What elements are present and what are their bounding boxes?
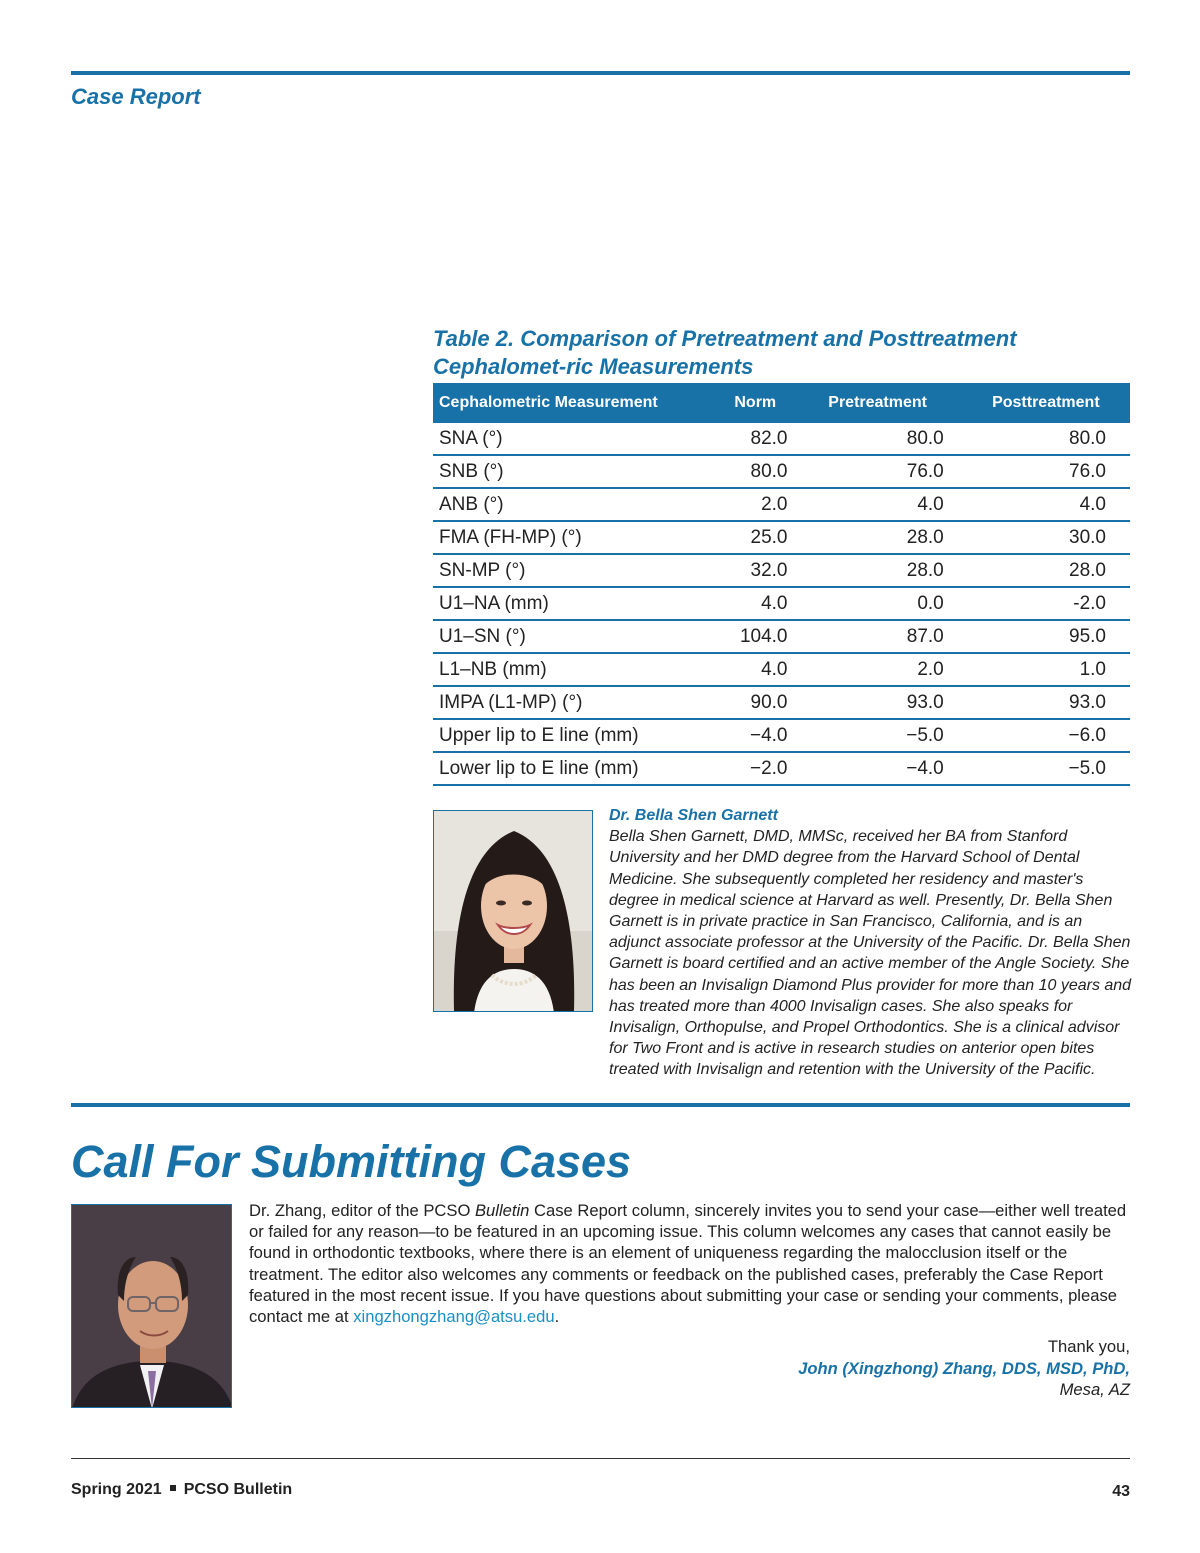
cell-pretreatment: 0.0 <box>794 587 962 620</box>
cell-measurement: SNB (°) <box>433 455 717 488</box>
footer-publication-name: PCSO Bulletin <box>183 1481 293 1498</box>
table-row <box>433 455 1130 488</box>
column-header-norm: Norm <box>717 383 793 423</box>
cell-posttreatment: 30.0 <box>962 521 1130 554</box>
cell-posttreatment: -2.0 <box>962 587 1130 620</box>
table-row <box>433 653 1130 686</box>
cell-norm: 80.0 <box>717 455 793 488</box>
cell-measurement: SNA (°) <box>433 423 717 455</box>
thanks-text: Thank you, <box>1047 1337 1130 1356</box>
cell-pretreatment: 4.0 <box>794 488 962 521</box>
cell-norm: 104.0 <box>717 620 793 653</box>
cell-posttreatment: 1.0 <box>962 653 1130 686</box>
table-row <box>433 719 1130 752</box>
cell-pretreatment: 28.0 <box>794 521 962 554</box>
cell-pretreatment: 76.0 <box>794 455 962 488</box>
cell-norm: −2.0 <box>717 752 793 785</box>
author-bio <box>609 805 1133 1081</box>
cell-pretreatment: 93.0 <box>794 686 962 719</box>
cell-pretreatment: −4.0 <box>794 752 962 785</box>
cell-measurement: U1–SN (°) <box>433 620 717 653</box>
portrait-man-icon <box>72 1205 232 1408</box>
cell-measurement: FMA (FH-MP) (°) <box>433 521 717 554</box>
section-label: Case Report <box>71 84 201 109</box>
bullet-square-icon <box>170 1485 176 1491</box>
table-header-row <box>433 383 1130 423</box>
cell-norm: 82.0 <box>717 423 793 455</box>
cell-norm: −4.0 <box>717 719 793 752</box>
call-text-before: Dr. Zhang, editor of the PCSO <box>249 1201 475 1220</box>
cephalometric-table <box>433 383 1130 786</box>
cell-posttreatment: −5.0 <box>962 752 1130 785</box>
john-zhang-photo <box>71 1204 232 1408</box>
signer-location: Mesa, AZ <box>1059 1380 1130 1399</box>
cell-norm: 4.0 <box>717 587 793 620</box>
column-header-posttreatment: Posttreatment <box>962 383 1130 423</box>
cell-posttreatment: 4.0 <box>962 488 1130 521</box>
call-for-cases-title: Call For Submitting Cases <box>71 1136 632 1187</box>
cell-posttreatment: 95.0 <box>962 620 1130 653</box>
signature-block <box>798 1336 1130 1401</box>
footer-publication <box>71 1481 292 1499</box>
table-row <box>433 686 1130 719</box>
table-row <box>433 423 1130 455</box>
cell-measurement: Upper lip to E line (mm) <box>433 719 717 752</box>
section-divider <box>71 1103 1130 1107</box>
table-row <box>433 587 1130 620</box>
bio-text: Bella Shen Garnett, DMD, MMSc, received her BA from Stanford University and her DMD degree from the Harvard School of Dental Medicine. She subsequently completed her residency and master's degree in medical science at Harvard as well. Presently, Dr. Bella Shen Garnett is in private practice in San Francisco, California, and is an adjunct associate professor at the University of the Pacific. Dr. Bella Shen Garnett is board certified and an active member of the Angle Society. She has been an Invisalign Diamond Plus provider for more than 10 years and has treated more than 4000 Invisalign cases. She also speaks for Invisalign, Orthopulse, and Propel Orthodontics. She is a clinical advisor for Two Front and is active in research studies on anterior open bites treated with Invisalign and retention with the University of the Pacific. <box>609 828 1132 1079</box>
cell-measurement: SN-MP (°) <box>433 554 717 587</box>
footer-season: Spring 2021 <box>71 1481 162 1498</box>
cell-norm: 25.0 <box>717 521 793 554</box>
call-for-cases-text <box>249 1200 1133 1327</box>
header-rule <box>71 71 1130 75</box>
bio-name: Dr. Bella Shen Garnett <box>609 807 778 824</box>
cell-norm: 4.0 <box>717 653 793 686</box>
page-number: 43 <box>1112 1483 1130 1500</box>
table-title: Table 2. Comparison of Pretreatment and Posttreatment Cephalomet-ric Measurements <box>433 326 1017 379</box>
contact-email-link[interactable]: xingzhongzhang@atsu.edu <box>353 1307 555 1327</box>
cell-measurement: ANB (°) <box>433 488 717 521</box>
bella-garnett-photo <box>433 810 593 1012</box>
cell-posttreatment: 93.0 <box>962 686 1130 719</box>
column-header-measurement: Cephalometric Measurement <box>433 383 717 423</box>
table-row <box>433 554 1130 587</box>
cell-posttreatment: 76.0 <box>962 455 1130 488</box>
table-row <box>433 521 1130 554</box>
cell-pretreatment: 80.0 <box>794 423 962 455</box>
cell-norm: 90.0 <box>717 686 793 719</box>
call-text-italic: Bulletin <box>474 1201 530 1220</box>
cell-pretreatment: 87.0 <box>794 620 962 653</box>
call-text-main: Case Report column, sincerely invites you to send your case—either well treated or failed for any reason—to be featured in an upcoming issue. This column welcomes any cases that cannot easily be found in orthodontic textbooks, where there is an element of uniqueness regarding the malocclusion itself or the treatment. The editor also welcomes any comments or feedback on the published cases, preferably the Case Report featured in the most recent issue. If you have questions about submitting your case or sending your comments, please contact me at <box>249 1201 1127 1327</box>
cell-norm: 32.0 <box>717 554 793 587</box>
cell-measurement: L1–NB (mm) <box>433 653 717 686</box>
cell-posttreatment: 80.0 <box>962 423 1130 455</box>
table-row <box>433 620 1130 653</box>
signer-name: John (Xingzhong) Zhang, DDS, MSD, PhD, <box>798 1358 1130 1378</box>
footer-rule <box>71 1458 1130 1459</box>
cell-measurement: IMPA (L1-MP) (°) <box>433 686 717 719</box>
cell-pretreatment: 28.0 <box>794 554 962 587</box>
call-text-end: . <box>554 1307 560 1327</box>
cell-posttreatment: 28.0 <box>962 554 1130 587</box>
cell-posttreatment: −6.0 <box>962 719 1130 752</box>
cell-measurement: U1–NA (mm) <box>433 587 717 620</box>
table-row <box>433 488 1130 521</box>
table-body <box>433 423 1130 785</box>
cell-measurement: Lower lip to E line (mm) <box>433 752 717 785</box>
portrait-woman-icon <box>434 811 593 1012</box>
table-row <box>433 752 1130 785</box>
cell-norm: 2.0 <box>717 488 793 521</box>
cell-pretreatment: 2.0 <box>794 653 962 686</box>
cell-pretreatment: −5.0 <box>794 719 962 752</box>
column-header-pretreatment: Pretreatment <box>794 383 962 423</box>
